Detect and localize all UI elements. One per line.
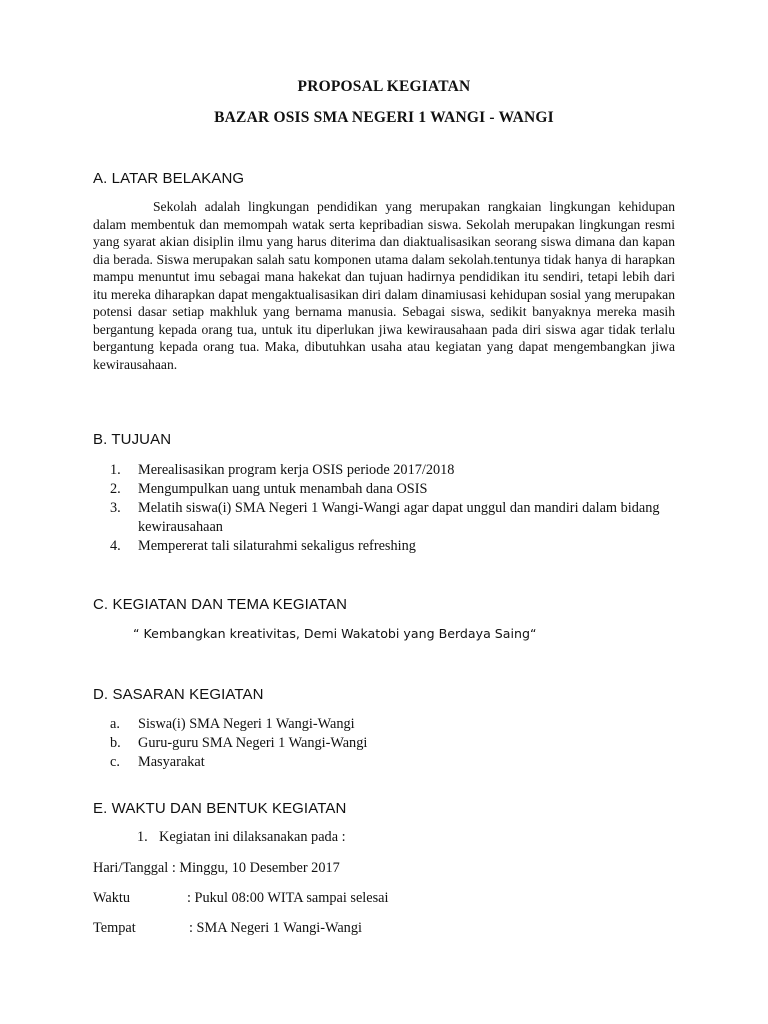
list-item bbox=[110, 461, 670, 480]
list-item-text: Siswa(i) SMA Negeri 1 Wangi-Wangi bbox=[138, 716, 355, 732]
place-row bbox=[93, 920, 362, 937]
section-e-heading: E. WAKTU DAN BENTUK KEGIATAN bbox=[93, 800, 347, 817]
place-value: : SMA Negeri 1 Wangi-Wangi bbox=[189, 920, 362, 936]
document-subtitle: BAZAR OSIS SMA NEGERI 1 WANGI - WANGI bbox=[214, 109, 554, 126]
objectives-list bbox=[110, 461, 670, 556]
date-value: : Minggu, 10 Desember 2017 bbox=[171, 860, 340, 876]
time-label: Waktu bbox=[93, 890, 130, 906]
list-item-text: Guru-guru SMA Negeri 1 Wangi-Wangi bbox=[138, 735, 368, 751]
list-item-number: 2. bbox=[110, 481, 121, 497]
list-item-number: 1. bbox=[110, 462, 121, 478]
place-label: Tempat bbox=[93, 920, 136, 936]
schedule-intro-text: Kegiatan ini dilaksanakan pada : bbox=[159, 829, 346, 845]
list-item-text: Melatih siswa(i) SMA Negeri 1 Wangi-Wangi agar dapat unggul dan mandiri dalam bidang kewirausahaan bbox=[138, 500, 660, 535]
list-item bbox=[110, 480, 670, 499]
list-item bbox=[110, 715, 510, 734]
schedule-intro bbox=[137, 829, 346, 846]
list-item-text: Mempererat tali silaturahmi sekaligus refreshing bbox=[138, 538, 416, 554]
schedule-intro-number: 1. bbox=[137, 829, 148, 845]
list-item bbox=[110, 734, 510, 753]
time-row bbox=[93, 890, 389, 907]
date-label: Hari/Tanggal bbox=[93, 860, 169, 876]
date-row bbox=[93, 860, 340, 877]
section-d-heading: D. SASARAN KEGIATAN bbox=[93, 686, 264, 703]
list-item bbox=[110, 537, 670, 556]
list-item-number: 3. bbox=[110, 500, 121, 516]
list-item-letter: c. bbox=[110, 754, 120, 770]
list-item-letter: b. bbox=[110, 735, 121, 751]
list-item-text: Mengumpulkan uang untuk menambah dana OSIS bbox=[138, 481, 428, 497]
list-item bbox=[110, 499, 670, 537]
list-item-number: 4. bbox=[110, 538, 121, 554]
list-item bbox=[110, 753, 510, 772]
time-value: : Pukul 08:00 WITA sampai selesai bbox=[187, 890, 389, 906]
list-item-text: Merealisasikan program kerja OSIS periode 2017/2018 bbox=[138, 462, 455, 478]
background-paragraph-text: Sekolah adalah lingkungan pendidikan yang merupakan rangkaian lingkungan kehidupan dalam membentuk dan memompah watak serta kepribadian siswa. Sekolah merupakan lingkungan resmi yang syarat akian disiplin ilmu yang harus diterima dan diaktualisasikan seorang siswa dimana dan kapan dia berada. Siswa merupakan salah satu komponen utama dalam sekolah.tentunya tidak hanya di harapkan mampu menuntut imu sebagai mana hakekat dan tujuan hadirnya pendidikan itu sendiri, tetapi lebih dari itu mereka diharapkan dapat mengaktualisasikan diri dalam dinamiusasi kehidupan sosial yang merupakan potensi dasar setiap makhluk yang bernama manusia. Sebagai siswa, sedikit banyaknya mereka masih bergantung kepada orang tua, untuk itu diperlukan jiwa kewirausahaan pada diri siswa agar tidak terlalu bergantung kepada orang tua. Maka, dibutuhkan usaha atau kegiatan yang dapat mengembangkan jiwa kewirausahaan. bbox=[93, 199, 675, 372]
section-a-heading: A. LATAR BELAKANG bbox=[93, 170, 245, 187]
background-paragraph bbox=[93, 198, 675, 373]
list-item-text: Masyarakat bbox=[138, 754, 205, 770]
theme-quote: “ Kembangkan kreativitas, Demi Wakatobi yang Berdaya Saing“ bbox=[133, 626, 537, 641]
document-title: PROPOSAL KEGIATAN bbox=[297, 78, 471, 95]
section-c-heading: C. KEGIATAN DAN TEMA KEGIATAN bbox=[93, 596, 348, 613]
section-b-heading: B. TUJUAN bbox=[93, 431, 172, 448]
list-item-letter: a. bbox=[110, 716, 120, 732]
target-list bbox=[110, 715, 510, 772]
